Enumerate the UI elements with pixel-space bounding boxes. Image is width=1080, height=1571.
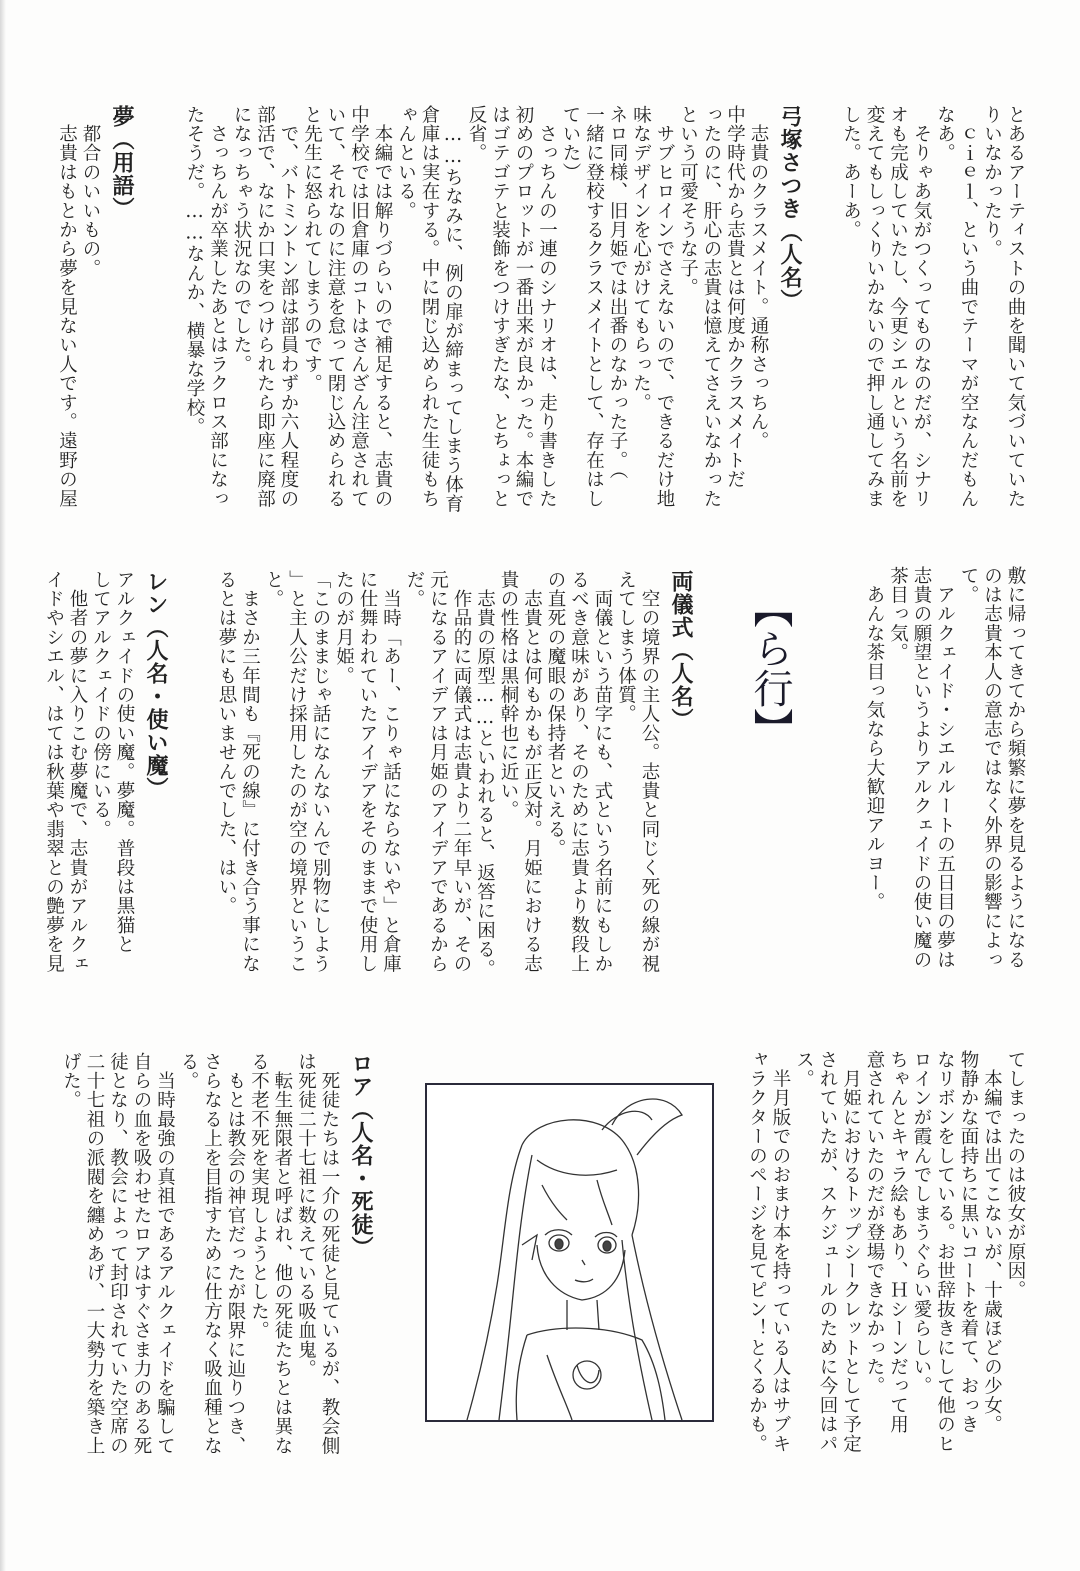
text-line: だ。 <box>404 570 425 609</box>
text-line: るとは夢にも思いませんでした、はい。 <box>216 570 237 916</box>
entry-roa <box>59 1052 375 1455</box>
entry-heading: 夢（用語） <box>109 105 134 220</box>
text-line: 本編では出てこないが、十歳ほどの少女。 <box>981 1050 1003 1434</box>
text-line: した。あーあ。 <box>840 105 862 240</box>
text-line: てしまったのは彼女が原因。 <box>1005 1050 1026 1300</box>
text-line: になっちゃう状況なのでした。 <box>231 105 252 374</box>
entry-yume-continued <box>863 566 1028 969</box>
entry-ren <box>42 570 170 973</box>
text-line: る不老不死を実現しようとした。 <box>248 1052 270 1340</box>
text-line: ロインが霞んでしまうぐらい愛らしい。 <box>911 1050 932 1396</box>
ren-sketch-drawing <box>427 1085 712 1420</box>
text-line: 志貴はもとから夢を見ない人です。遠野の屋 <box>56 105 78 509</box>
text-line: と。 <box>263 570 284 609</box>
text-line: 部活で、なにか口実をつけられたら即座に廃部 <box>254 105 276 509</box>
text-line: 反省。 <box>466 105 487 163</box>
text-line: 月姫におけるトップシークレットとして予定 <box>840 1050 862 1454</box>
text-line: という可愛そうな子。 <box>677 105 699 297</box>
text-line: 茶目っ気。 <box>887 566 909 662</box>
text-line: 初めのプロットが一番出来が良かった。本編で <box>513 105 534 509</box>
text-line: 」と主人公だけ採用したのが空の境界というこ <box>286 570 308 974</box>
entry-heading: 弓塚さつき（人名） <box>777 105 802 312</box>
text-line: のは志貴本人の意志ではなく外界の影響によっ <box>981 566 1003 970</box>
text-line: 中学時代から志貴とは何度かクラスメイトだ <box>724 105 746 489</box>
text-line: て。 <box>958 566 979 605</box>
entry-ryougi-shiki <box>215 570 696 978</box>
text-line: 倉庫は実在する。中に閉じ込められた生徒もち <box>419 105 440 509</box>
text-line: 当時「あー、こりゃ話にならないや」と倉庫 <box>380 570 402 974</box>
text-line: 徒となり、教会によって封印されていた空席の <box>107 1052 129 1456</box>
text-line: たのが月姫。 <box>333 570 355 686</box>
text-line: 敷に帰ってきてから頻繁に夢を見るようになる <box>1005 566 1026 970</box>
text-line: 味なデザインを心がけてもらった。 <box>630 105 652 413</box>
text-line: アルクェイド・シエルルートの五日目の夢は <box>934 566 956 970</box>
text-line: 空の境界の主人公。志貴と同じく死の線が視 <box>639 570 660 974</box>
text-line: 自らの血を吸わせたロアはすぐさま力のある死 <box>131 1052 152 1456</box>
entry-yume <box>55 105 136 508</box>
text-line: いて、それなのに注意を怠って閉じ込められる <box>325 105 346 509</box>
text-line: ていた） <box>560 105 581 182</box>
text-line: ちゃんとキャラ絵もあり、Ｈシーンだって用 <box>887 1050 909 1434</box>
text-line: されていたが、スケジュールのために今回はパ <box>817 1050 838 1454</box>
text-line: まさか三年間も『死の線』に付き合う事にな <box>239 570 261 974</box>
text-line: 都合のいいもの。 <box>80 105 101 278</box>
text-line: 死徒たちは一介の死徒と見ているが、教会側 <box>319 1052 340 1456</box>
section-heading-ra-gyou: 【ら行】 <box>747 588 793 748</box>
text-line: えてしまう体質。 <box>615 570 637 724</box>
text-line: アルクェイドの使い魔。夢魔。普段は黒猫と <box>114 570 135 954</box>
text-line: はゴテゴテと装飾をつけすぎたな、とちょっと <box>489 105 511 509</box>
text-line: 作品的に両儀式は志貴より二年早いが、その <box>451 570 472 974</box>
text-line: と先生に怒られてしまうのです。 <box>301 105 323 393</box>
text-line: ャラクターのページを見てピン！とくるかも。 <box>746 1050 768 1454</box>
text-line: 意されていたのだが登場できなかった。 <box>864 1050 885 1396</box>
character-sketch-illustration <box>425 1083 714 1422</box>
text-line: 貴の性格は黒桐幹也に近い。 <box>498 570 519 820</box>
text-line: ったのに、肝心の志貴は憶えてさえいなかった <box>701 105 722 509</box>
text-line: あんな茶目っ気なら大歓迎アルヨー。 <box>864 566 885 912</box>
text-line: 両儀という苗字にも、式という名前にもしか <box>592 570 613 974</box>
text-line: ……ちなみに、例の扉が締まってしまう体育 <box>442 105 464 514</box>
text-line: オも完成していたし、今更シエルという名前を <box>887 105 909 509</box>
text-line: イドやシエル、はては秋葉や翡翠との艶夢を見 <box>43 570 65 974</box>
text-line: で、バトミントン部は部員わずか六人程度の <box>278 105 299 509</box>
text-line: 元になるアイデアは月姫のアイデアであるから <box>427 570 449 974</box>
text-line: 「このままじゃ話になんないんで別物にしよう <box>310 570 331 974</box>
text-line: さっちんの一連のシナリオは、走り書きした <box>536 105 558 509</box>
text-line: さらなる上を目指すために仕方なく吸血種とな <box>201 1052 223 1456</box>
text-line: に仕舞われていたアイデアをそのままで使用し <box>357 570 378 974</box>
text-line: りいなかったり。 <box>981 105 1003 259</box>
text-line: 一緒に登校するクラスメイトとして、存在はし <box>583 105 605 509</box>
text-line: ネロ同様、旧月姫では出番のなかった子。（ <box>607 105 628 480</box>
text-line: 半月版でのおまけ本を持っている人はサブキ <box>770 1050 791 1454</box>
entry-heading: 両儀式（人名） <box>668 570 693 731</box>
text-line: 当時最強の真祖であるアルクェイドを騙して <box>154 1052 176 1456</box>
text-line: とあるアーティストの曲を聞いて気づいていた <box>1005 105 1026 509</box>
text-line: さっちんが卒業したあとはラクロス部になっ <box>207 105 229 509</box>
text-line: は死徒二十七祖に数えている吸血鬼。 <box>295 1052 317 1379</box>
text-line: るべき意味があり、そのために志貴より数段上 <box>568 570 590 974</box>
text-line: 志貴のクラスメイト。通称さっちん。 <box>748 105 769 451</box>
text-line: 本編では解りづらいので補足すると、志貴の <box>372 105 393 509</box>
text-line: 志貴の願望というよりアルクェイドの使い魔の <box>911 566 932 970</box>
text-line: ｃｉｅｌ、という曲でテーマが空なんだもん <box>958 105 979 509</box>
scan-edge-shadow <box>0 0 6 1571</box>
text-line: る。 <box>178 1052 199 1091</box>
text-line: 変えてもしっくりいかないので押し通してみま <box>864 105 885 509</box>
text-line: サブヒロインでさえないので、できるだけ地 <box>654 105 675 509</box>
text-line: 二十七祖の派閥を纏めあげ、一大勢力を築き上 <box>84 1052 105 1456</box>
text-line: してアルクェイドの傍にいる。 <box>90 570 112 839</box>
entry-continuation <box>839 105 1027 508</box>
text-line: 中学校では旧倉庫のコトはさんざん注意されて <box>348 105 370 509</box>
text-line: 志貴とは何もかもが正反対。月姫における志 <box>521 570 543 974</box>
text-line: なリボンをしている。お世辞抜きにして他のヒ <box>934 1050 956 1454</box>
text-line: の直死の魔眼の保持者といえる。 <box>545 570 566 858</box>
entry-yumizuka-satsuki <box>183 105 805 513</box>
text-line: たそうだ。……なんか、横暴な学校。 <box>184 105 205 437</box>
entry-heading: ロア（人名・死徒） <box>348 1052 373 1259</box>
text-line: げた。 <box>60 1052 82 1110</box>
text-line: 物静かな面持ちに黒いコートを着て、おっき <box>958 1050 979 1434</box>
text-line: ス。 <box>793 1050 815 1089</box>
text-line: ゃんといる。 <box>395 105 417 221</box>
text-line: 志貴の原型……といわれると、返答に困る。 <box>474 570 496 979</box>
text-line: もとは教会の神官だったが限界に辿りつき、 <box>225 1052 246 1456</box>
text-line: そりゃあ気がつくってものなのだが、シナリ <box>911 105 932 509</box>
text-line: なあ。 <box>934 105 956 163</box>
entry-ren-continued <box>745 1050 1027 1453</box>
entry-heading: レン（人名・使い魔） <box>143 570 168 800</box>
text-line: 他者の夢に入りこむ夢魔で、志貴がアルクェ <box>67 570 88 974</box>
text-line: 転生無限者と呼ばれ、他の死徒たちとは異な <box>272 1052 293 1456</box>
